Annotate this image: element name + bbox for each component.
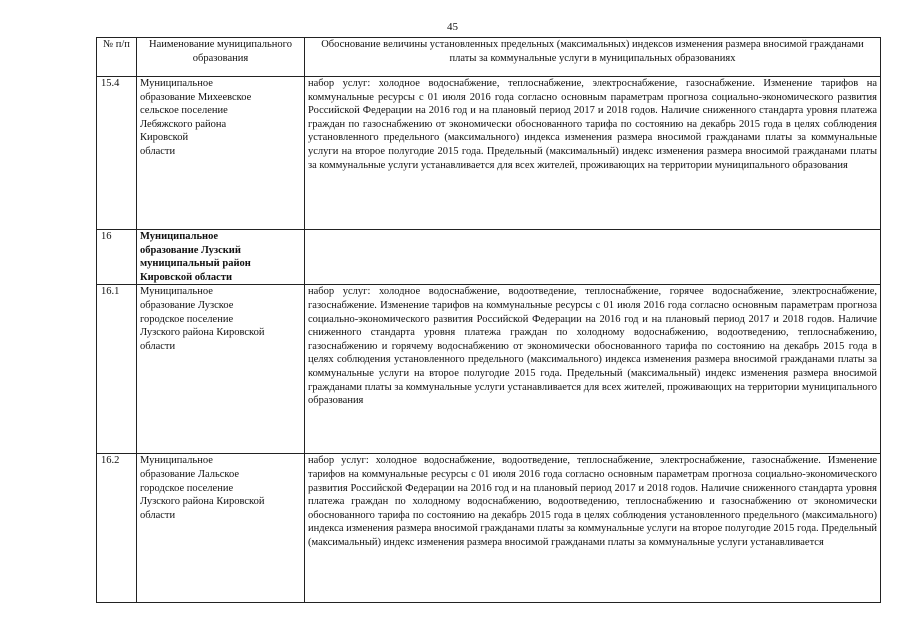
row-number: 15.4 (97, 77, 137, 230)
basis-text (305, 230, 881, 285)
table-row (97, 285, 881, 454)
tariff-index-table (96, 37, 881, 603)
header-basis: Обоснование величины установленных предельных (максимальных) индексов изменения размера вносимой гражданами платы за коммунальные услуги в муниципальных образованиях (305, 38, 881, 77)
header-municipality-name: Наименование муниципального образования (137, 38, 305, 77)
row-number: 16.1 (97, 285, 137, 454)
table-row (97, 230, 881, 285)
row-number: 16 (97, 230, 137, 285)
municipality-name: Муниципальное образование Лузское городское поселение Лузского района Кировской области (137, 285, 305, 454)
table-header-row (97, 38, 881, 77)
table-row (97, 454, 881, 603)
header-number: № п/п (97, 38, 137, 77)
row-number: 16.2 (97, 454, 137, 603)
basis-text: набор услуг: холодное водоснабжение, водоотведение, теплоснабжение, электроснабжение, газоснабжение. Изменение тарифов на коммунальные ресурсы с 01 июля 2016 года согласно основным параметрам прогноза социально-экономического развития Российской Федерации на 2016 год и на плановый период 2017 и 2018 годов. Наличие сниженного стандарта уровня платежа граждан по холодному водоснабжению, водоотведению, теплоснабжению и газоснабжению от экономически обоснованного тарифа по состоянию на декабрь 2015 года в целях соблюдения установленного предельного (максимального) индекса изменения размера вносимой гражданами платы за коммунальные услуги на второе полугодие 2015 года. Предельный (максимальный) индекс изменения размера вносимой гражданами платы за коммунальные услуги устанавливается (305, 454, 881, 603)
municipality-name: Муниципальное образование Лузский муниципальный район Кировской области (137, 230, 305, 285)
basis-text: набор услуг: холодное водоснабжение, водоотведение, теплоснабжение, горячее водоснабжение, электроснабжение, газоснабжение. Изменение тарифов на коммунальные ресурсы с 01 июля 2016 года согласно основным параметрам прогноза социально-экономического развития Российской Федерации на 2016 год и на плановый период 2017 и 2018 годов. Наличие сниженного стандарта уровня платежа граждан по холодному водоснабжению, водоотведению, теплоснабжению, газоснабжению и горячему водоснабжению от экономически обоснованного тарифа по состоянию на декабрь 2015 года в целях соблюдения установленного предельного (максимального) индекса изменения размера вносимой гражданами платы за коммунальные услуги на второе полугодие 2015 года. Предельный (максимальный) индекс изменения размера вносимой гражданами платы за коммунальные услуги устанавливается для всех жителей, проживающих на территории муниципального образования (305, 285, 881, 454)
table-row (97, 77, 881, 230)
basis-text: набор услуг: холодное водоснабжение, теплоснабжение, электроснабжение, газоснабжение. Изменение тарифов на коммунальные ресурсы с 01 июля 2016 года согласно основным параметрам прогноза социально-экономического развития Российской Федерации на 2016 год и на плановый период 2017 и 2018 годов. Наличие сниженного стандарта уровня платежа граждан по газоснабжению от экономически обоснованного тарифа по состоянию на декабрь 2015 года в целях соблюдения установленного предельного (максимального) индекса изменения размера вносимой гражданами платы за коммунальные услуги на второе полугодие 2015 года. Предельный (максимальный) индекс изменения размера вносимой гражданами платы за коммунальные услуги устанавливается для всех жителей, проживающих на территории муниципального образования (305, 77, 881, 230)
municipality-name: Муниципальное образование Михеевское сельское поселение Лебяжского района Кировской области (137, 77, 305, 230)
municipality-name: Муниципальное образование Лальское городское поселение Лузского района Кировской области (137, 454, 305, 603)
page-number: 45 (447, 21, 458, 33)
